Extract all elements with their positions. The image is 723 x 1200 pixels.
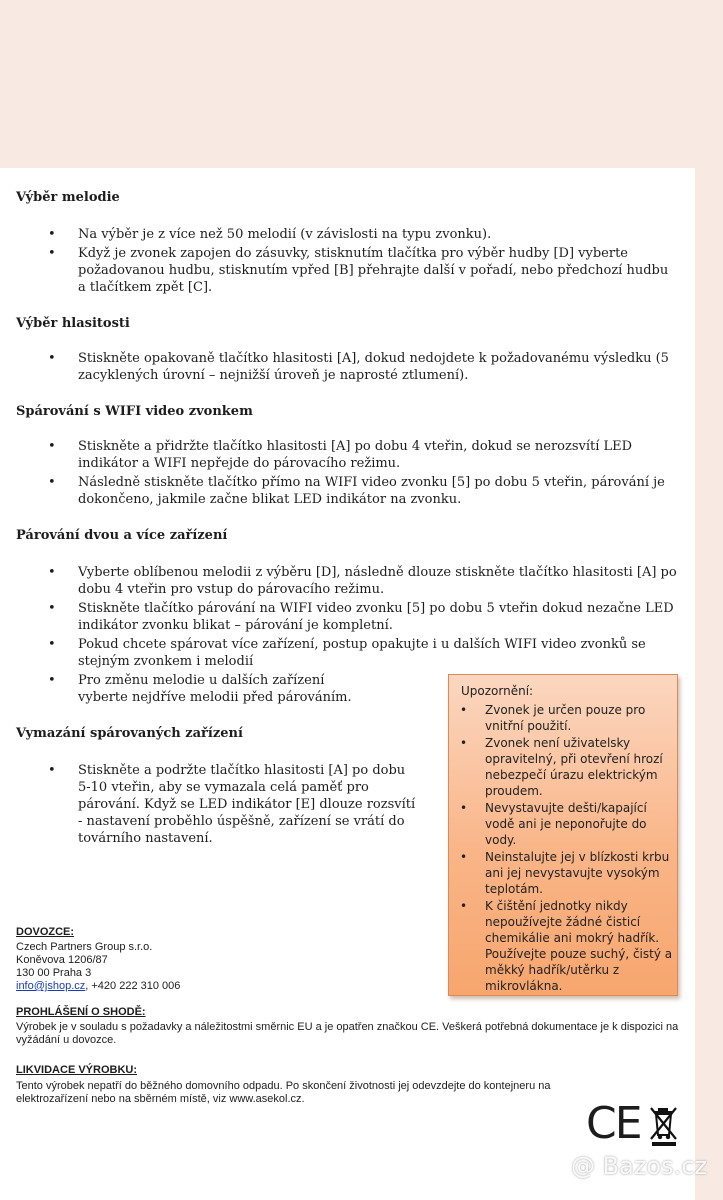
section-title-multi: Párování dvou a více zařízení xyxy=(16,528,228,543)
warning-item: • Nevystavujte dešti/kapající vodě ani je neponořujte do vody. xyxy=(449,800,674,848)
disposal-title: LIKVIDACE VÝROBKU: xyxy=(16,1064,138,1076)
list-item: • Pokud chcete spárovat více zařízení, postup opakujte i u dalších WIFI video zvonků se stejným zvonkem i melodií xyxy=(0,636,680,670)
section-title-erase: Vymazání spárovaných zařízení xyxy=(16,726,243,741)
warning-item: • Neinstalujte jej v blízkosti krbu ani jej nevystavujte vysokým teplotám. xyxy=(449,849,674,897)
watermark: @ Bazos.cz xyxy=(570,1152,707,1180)
section-title-volume: Výběr hlasitosti xyxy=(16,316,130,331)
list-item: • Na výběr je z více než 50 melodií (v závislosti na typu zvonku). xyxy=(0,226,680,243)
weee-bin-icon xyxy=(650,1105,678,1147)
section-title-melody: Výběr melodie xyxy=(16,190,120,205)
warning-box xyxy=(448,674,678,996)
importer-company: Czech Partners Group s.r.o. xyxy=(16,941,153,953)
conformity-title: PROHLÁŠENÍ O SHODĚ: xyxy=(16,1006,146,1018)
melody-list xyxy=(0,226,680,298)
importer-contact xyxy=(16,980,180,993)
warning-item: • Zvonek není uživatelsky opravitelný, při otevření hrozí nebezpečí úrazu elektrickým proudem. xyxy=(449,735,674,799)
list-item: • Stiskněte tlačítko párování na WIFI video zvonku [5] po dobu 5 vteřin dokud nezačne LED indikátor zvonku blikat – párování je kompletní. xyxy=(0,600,680,634)
importer-street: Koněvova 1206/87 xyxy=(16,954,108,966)
importer-city: 130 00 Praha 3 xyxy=(16,967,92,979)
importer-title: DOVOZCE: xyxy=(16,926,75,938)
list-item: • Pro změnu melodie u dalších zařízení vyberte nejdříve melodii před párováním. xyxy=(0,672,378,706)
document-page xyxy=(0,168,695,1200)
importer-phone: , +420 222 310 006 xyxy=(85,980,181,992)
email-link[interactable]: info@jshop.cz xyxy=(16,980,86,992)
list-item: • Stiskněte a podržte tlačítko hlasitosti [A] po dobu 5-10 vteřin, aby se vymazala celá paměť pro párování. Když se LED indikátor [E] dlouze rozsvítí - nastavení proběhlo úspěšně, zařízení se vrátí do továrního nastavení. xyxy=(0,762,420,847)
conformity-text: Výrobek je v souladu s požadavky a náležitostmi směrnic EU a je opatřen značkou CE. Veškerá potřebná dokumentace je k dispozici na vyžádání u dovozce. xyxy=(16,1021,679,1046)
list-item: • Vyberte oblíbenou melodii z výběru [D], následně dlouze stiskněte tlačítko hlasitosti [A] po dobu 4 vteřin pro vstup do párovacího režimu. xyxy=(0,564,680,598)
list-item: • Stiskněte opakovaně tlačítko hlasitosti [A], dokud nedojdete k požadovanému výsledku (5 zacyklených úrovní – nejnižší úroveň je naprosté ztlumení). xyxy=(0,350,680,384)
disposal-text: Tento výrobek nepatří do běžného domovního odpadu. Po skončení životnosti jej odevzdejte do kontejneru na elektrozařízení nebo na sběrném místě, viz www.asekol.cz. xyxy=(16,1080,551,1105)
warning-item: • K čištění jednotky nikdy nepoužívejte žádné čisticí chemikálie ani mokrý hadřík. Používejte pouze suchý, čistý a měkký hadřík/utěrku z mikrovlákna. xyxy=(449,898,674,994)
ce-mark: CE xyxy=(586,1098,641,1149)
warning-title: Upozornění: xyxy=(461,684,534,698)
list-item: • Následně stiskněte tlačítko přímo na WIFI video zvonku [5] po dobu 5 vteřin, párování je dokončeno, jakmile začne blikat LED indikátor na zvonku. xyxy=(0,474,680,508)
erase-list xyxy=(0,762,420,849)
warning-list xyxy=(449,702,674,995)
volume-list xyxy=(0,350,680,386)
list-item: • Když je zvonek zapojen do zásuvky, stisknutím tlačítka pro výběr hudby [D] vyberte požadovanou hudbu, stisknutím vpřed [B] přehrajte další v pořadí, nebo předchozí hudbu a tlačítkem zpět [C]. xyxy=(0,245,680,296)
wifi-list xyxy=(0,438,680,510)
importer-block xyxy=(16,941,180,993)
warning-item: • Zvonek je určen pouze pro vnitřní použití. xyxy=(449,702,674,734)
section-title-wifi: Spárování s WIFI video zvonkem xyxy=(16,404,253,419)
list-item: • Stiskněte a přidržte tlačítko hlasitosti [A] po dobu 4 vteřin, dokud se nerozsvítí LED indikátor a WIFI nepřejde do párovacího režimu. xyxy=(0,438,680,472)
